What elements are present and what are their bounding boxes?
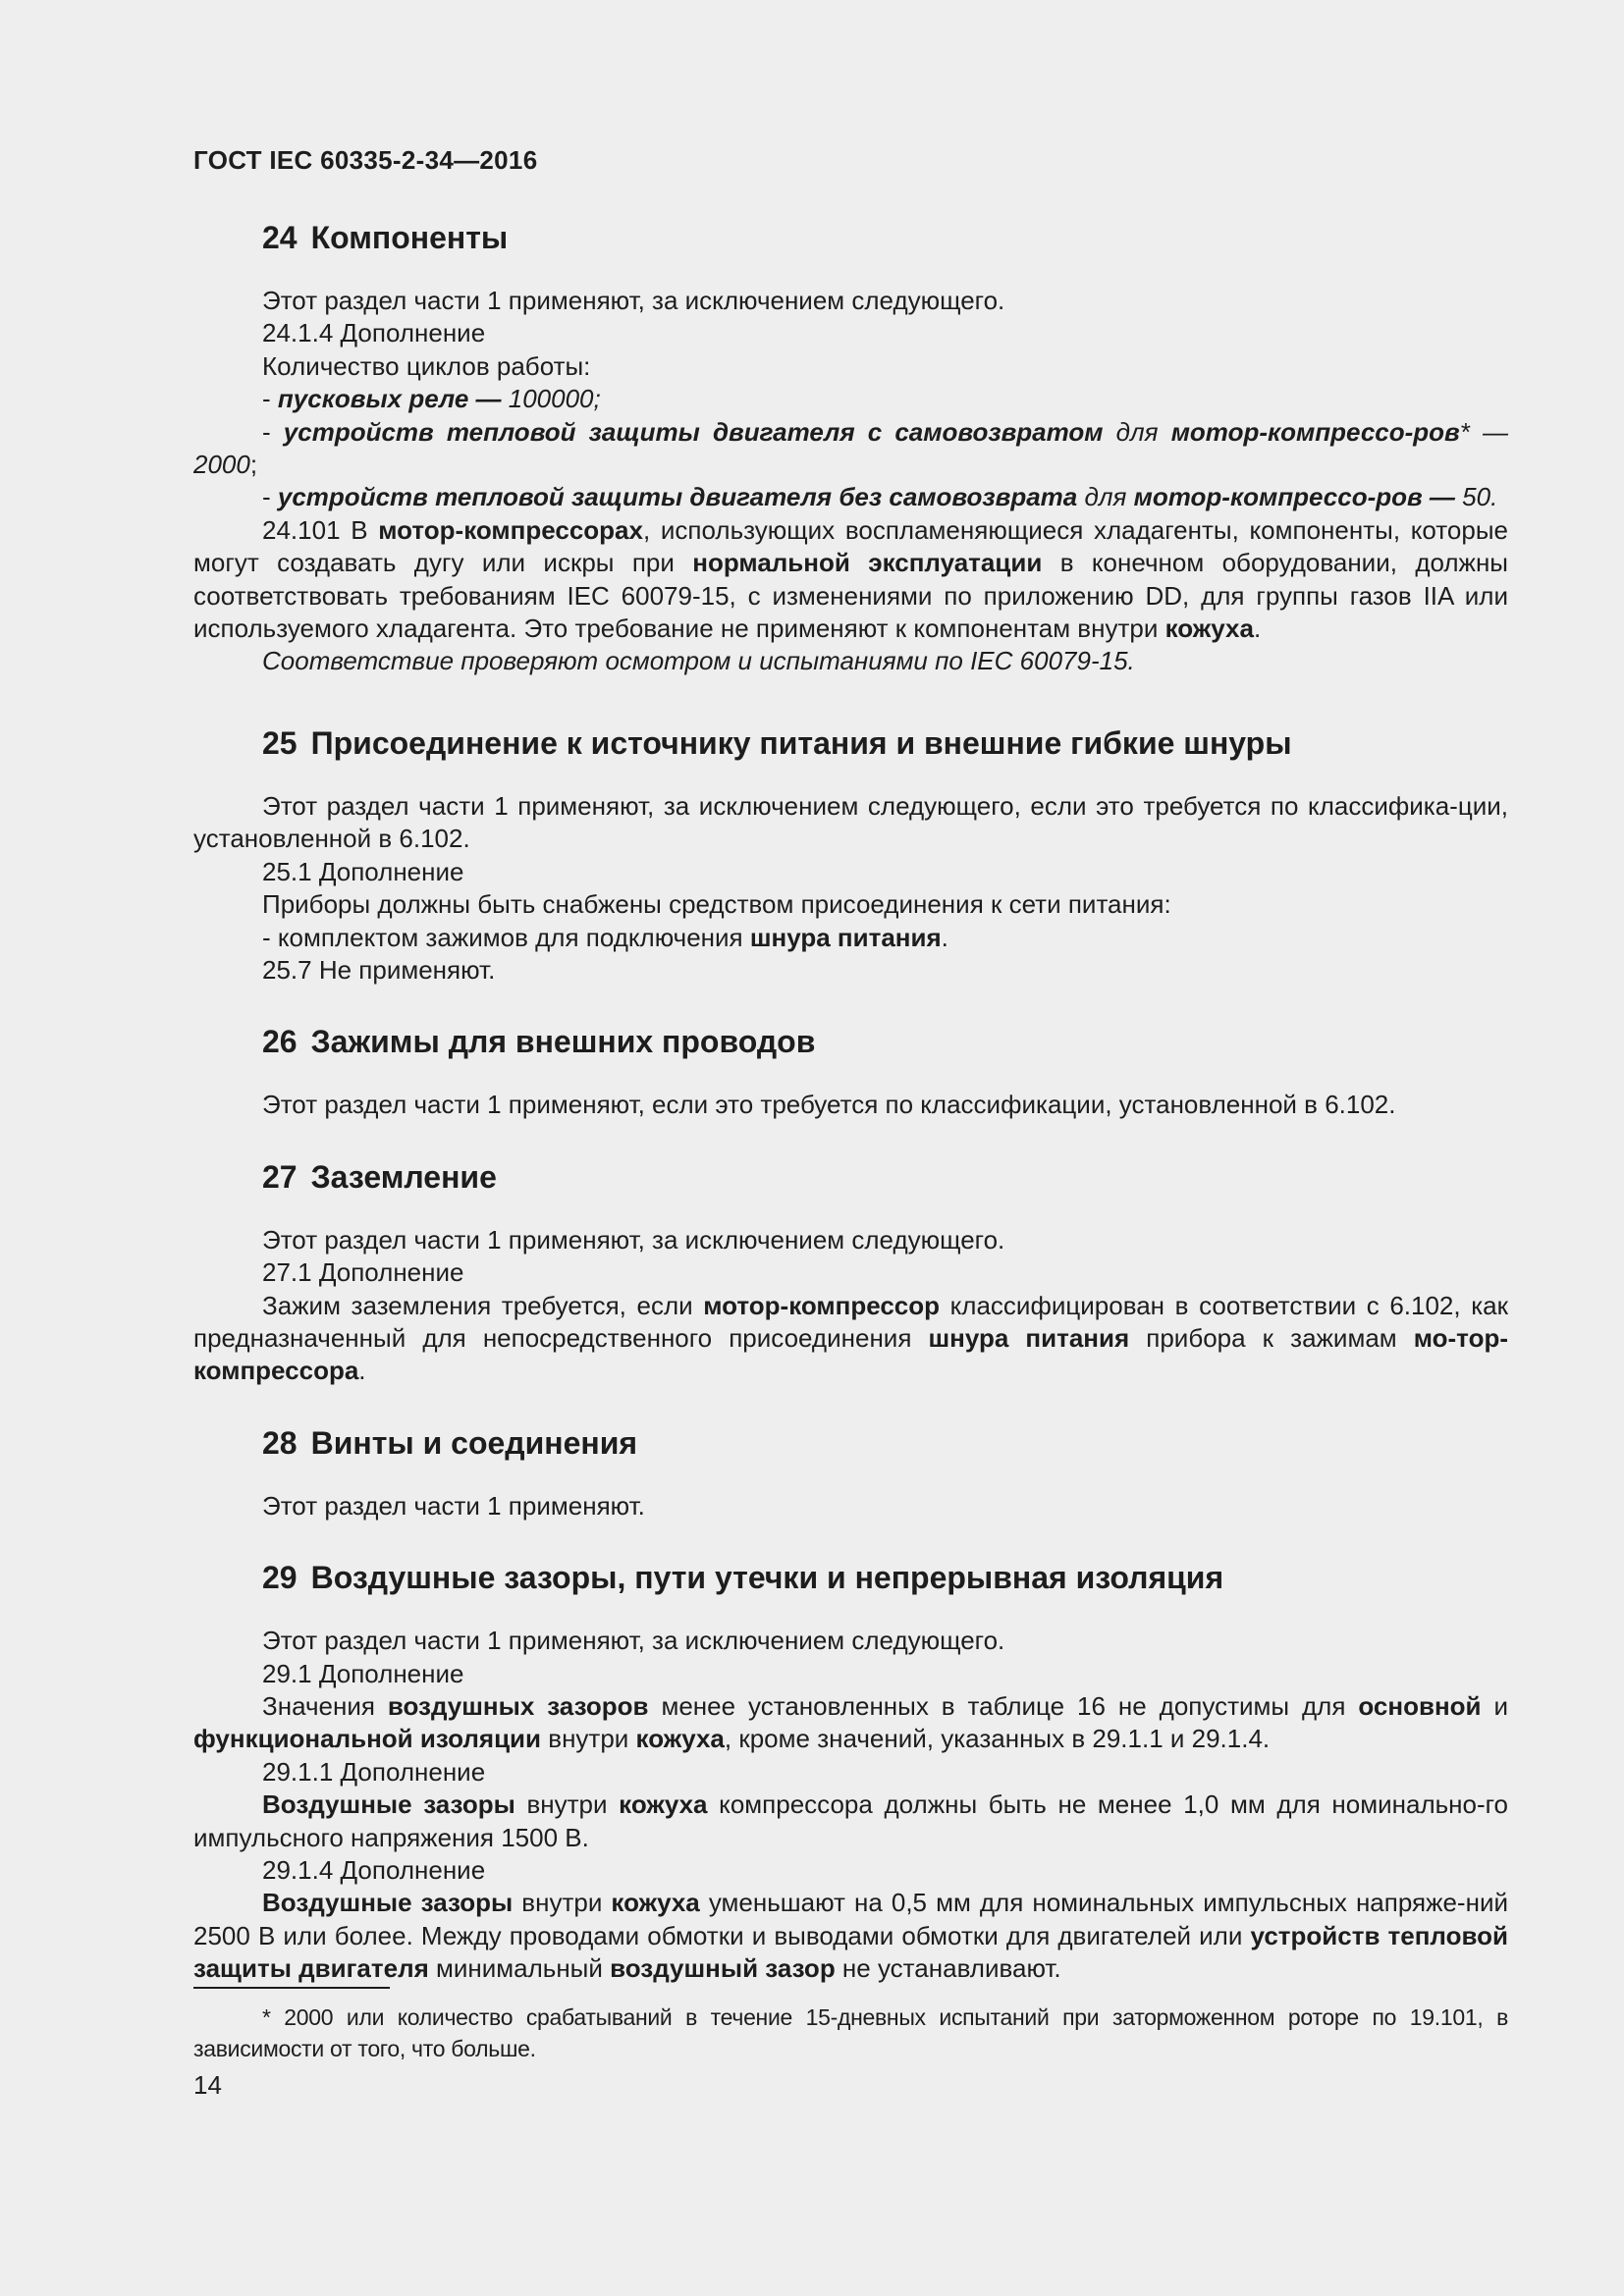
section-28-heading xyxy=(193,1423,1508,1463)
list-item: - пусковых реле — 100000; xyxy=(262,384,601,414)
paragraph: Зажим заземления требуется, если мотор-компрессор классифицирован в соответствии с 6.102, как предназначенный для непосредственного присоединения шнура питания прибора к зажимам мо-тор-компрессора. xyxy=(193,1290,1508,1386)
paragraph: Количество циклов работы: xyxy=(262,350,591,381)
paragraph: Этот раздел части 1 применяют, за исключением следующего, если это требуется по классифика-ции, установленной в 6.102. xyxy=(193,790,1508,854)
clause-label: 29.1.4 Дополнение xyxy=(262,1855,486,1885)
paragraph: Этот раздел части 1 применяют, за исключением следующего. xyxy=(262,1626,1005,1656)
paragraph: Приборы должны быть снабжены средством присоединения к сети питания: xyxy=(262,889,1171,920)
page-number: 14 xyxy=(193,2070,222,2100)
section-title: Винты и соединения xyxy=(310,1424,638,1461)
section-number: 26 xyxy=(262,1024,298,1060)
footnote xyxy=(193,2002,1508,2064)
paragraph: Воздушные зазоры внутри кожуха уменьшают на 0,5 мм для номинальных импульсных напряже-ний 2500 В или более. Между проводами обмотки и выводами обмотки для двигателей или устройств тепловой защиты двигателя минимальный воздушный зазор не устанавливают. xyxy=(193,1888,1508,1984)
clause-label: 25.7 Не применяют. xyxy=(262,954,496,985)
section-number: 24 xyxy=(262,220,298,255)
section-24-heading xyxy=(193,218,1508,257)
paragraph: 24.101 В мотор-компрессорах, использующих воспламеняющиеся хладагенты, компоненты, которые могут создавать дугу или искры при нормальной эксплуатации в конечном оборудовании, должны соответствовать требованиям IEC 60079-15, с изменениями по приложению DD, для группы газов IIA или используемого хладагента. Это требование не применяют к компонентам внутри кожуха. xyxy=(193,514,1508,644)
section-29-heading xyxy=(193,1558,1508,1597)
section-27-heading xyxy=(193,1157,1508,1197)
section-number: 28 xyxy=(262,1424,298,1461)
standard-header: ГОСТ IEC 60335-2-34—2016 xyxy=(193,145,538,175)
section-title: Заземление xyxy=(310,1158,497,1195)
section-title: Зажимы для внешних проводов xyxy=(310,1024,816,1060)
paragraph: Значения воздушных зазоров менее установленных в таблице 16 не допустимы для основной и функциональной изоляции внутри кожуха, кроме значений, указанных в 29.1.1 и 29.1.4. xyxy=(193,1690,1508,1754)
compliance-note: Соответствие проверяют осмотром и испытаниями по IEC 60079-15. xyxy=(262,646,1135,676)
section-title: Присоединение к источнику питания и внешние гибкие шнуры xyxy=(310,724,1292,761)
clause-label: 29.1.1 Дополнение xyxy=(262,1756,486,1787)
section-title: Воздушные зазоры, пути утечки и непрерывная изоляция xyxy=(310,1560,1224,1596)
paragraph: Этот раздел части 1 применяют. xyxy=(262,1490,645,1521)
section-number: 29 xyxy=(262,1560,298,1596)
section-number: 27 xyxy=(262,1158,298,1195)
footnote-divider xyxy=(193,1987,390,1989)
section-title: Компоненты xyxy=(310,220,509,255)
paragraph: Воздушные зазоры внутри кожуха компрессора должны быть не менее 1,0 мм для номинально-го импульсного напряжения 1500 В. xyxy=(193,1789,1509,1852)
list-item: - комплектом зажимов для подключения шнура питания. xyxy=(262,922,948,952)
page-body xyxy=(193,218,1508,1986)
section-number: 25 xyxy=(262,724,298,761)
section-25-heading xyxy=(193,723,1508,763)
list-item: - устройств тепловой защиты двигателя без самовозврата для мотор-компрессо-ров — 50. xyxy=(262,482,1498,512)
footnote-text: * 2000 или количество срабатываний в течение 15-дневных испытаний при заторможенном роторе по 19.101, в зависимости от того, что больше. xyxy=(193,2004,1508,2061)
paragraph: Этот раздел части 1 применяют, за исключением следующего. xyxy=(262,286,1005,315)
clause-label: 27.1 Дополнение xyxy=(262,1257,464,1288)
clause-label: 25.1 Дополнение xyxy=(262,856,464,886)
clause-label: 29.1 Дополнение xyxy=(262,1658,464,1688)
clause-label: 24.1.4 Дополнение xyxy=(262,318,486,348)
paragraph: Этот раздел части 1 применяют, за исключением следующего. xyxy=(262,1224,1005,1255)
paragraph: Этот раздел части 1 применяют, если это требуется по классификации, установленной в 6.102. xyxy=(262,1090,1396,1120)
section-26-heading xyxy=(193,1022,1508,1061)
list-item: - устройств тепловой защиты двигателя с самовозвратом для мотор-компрессо-ров* — 2000; xyxy=(193,416,1508,480)
